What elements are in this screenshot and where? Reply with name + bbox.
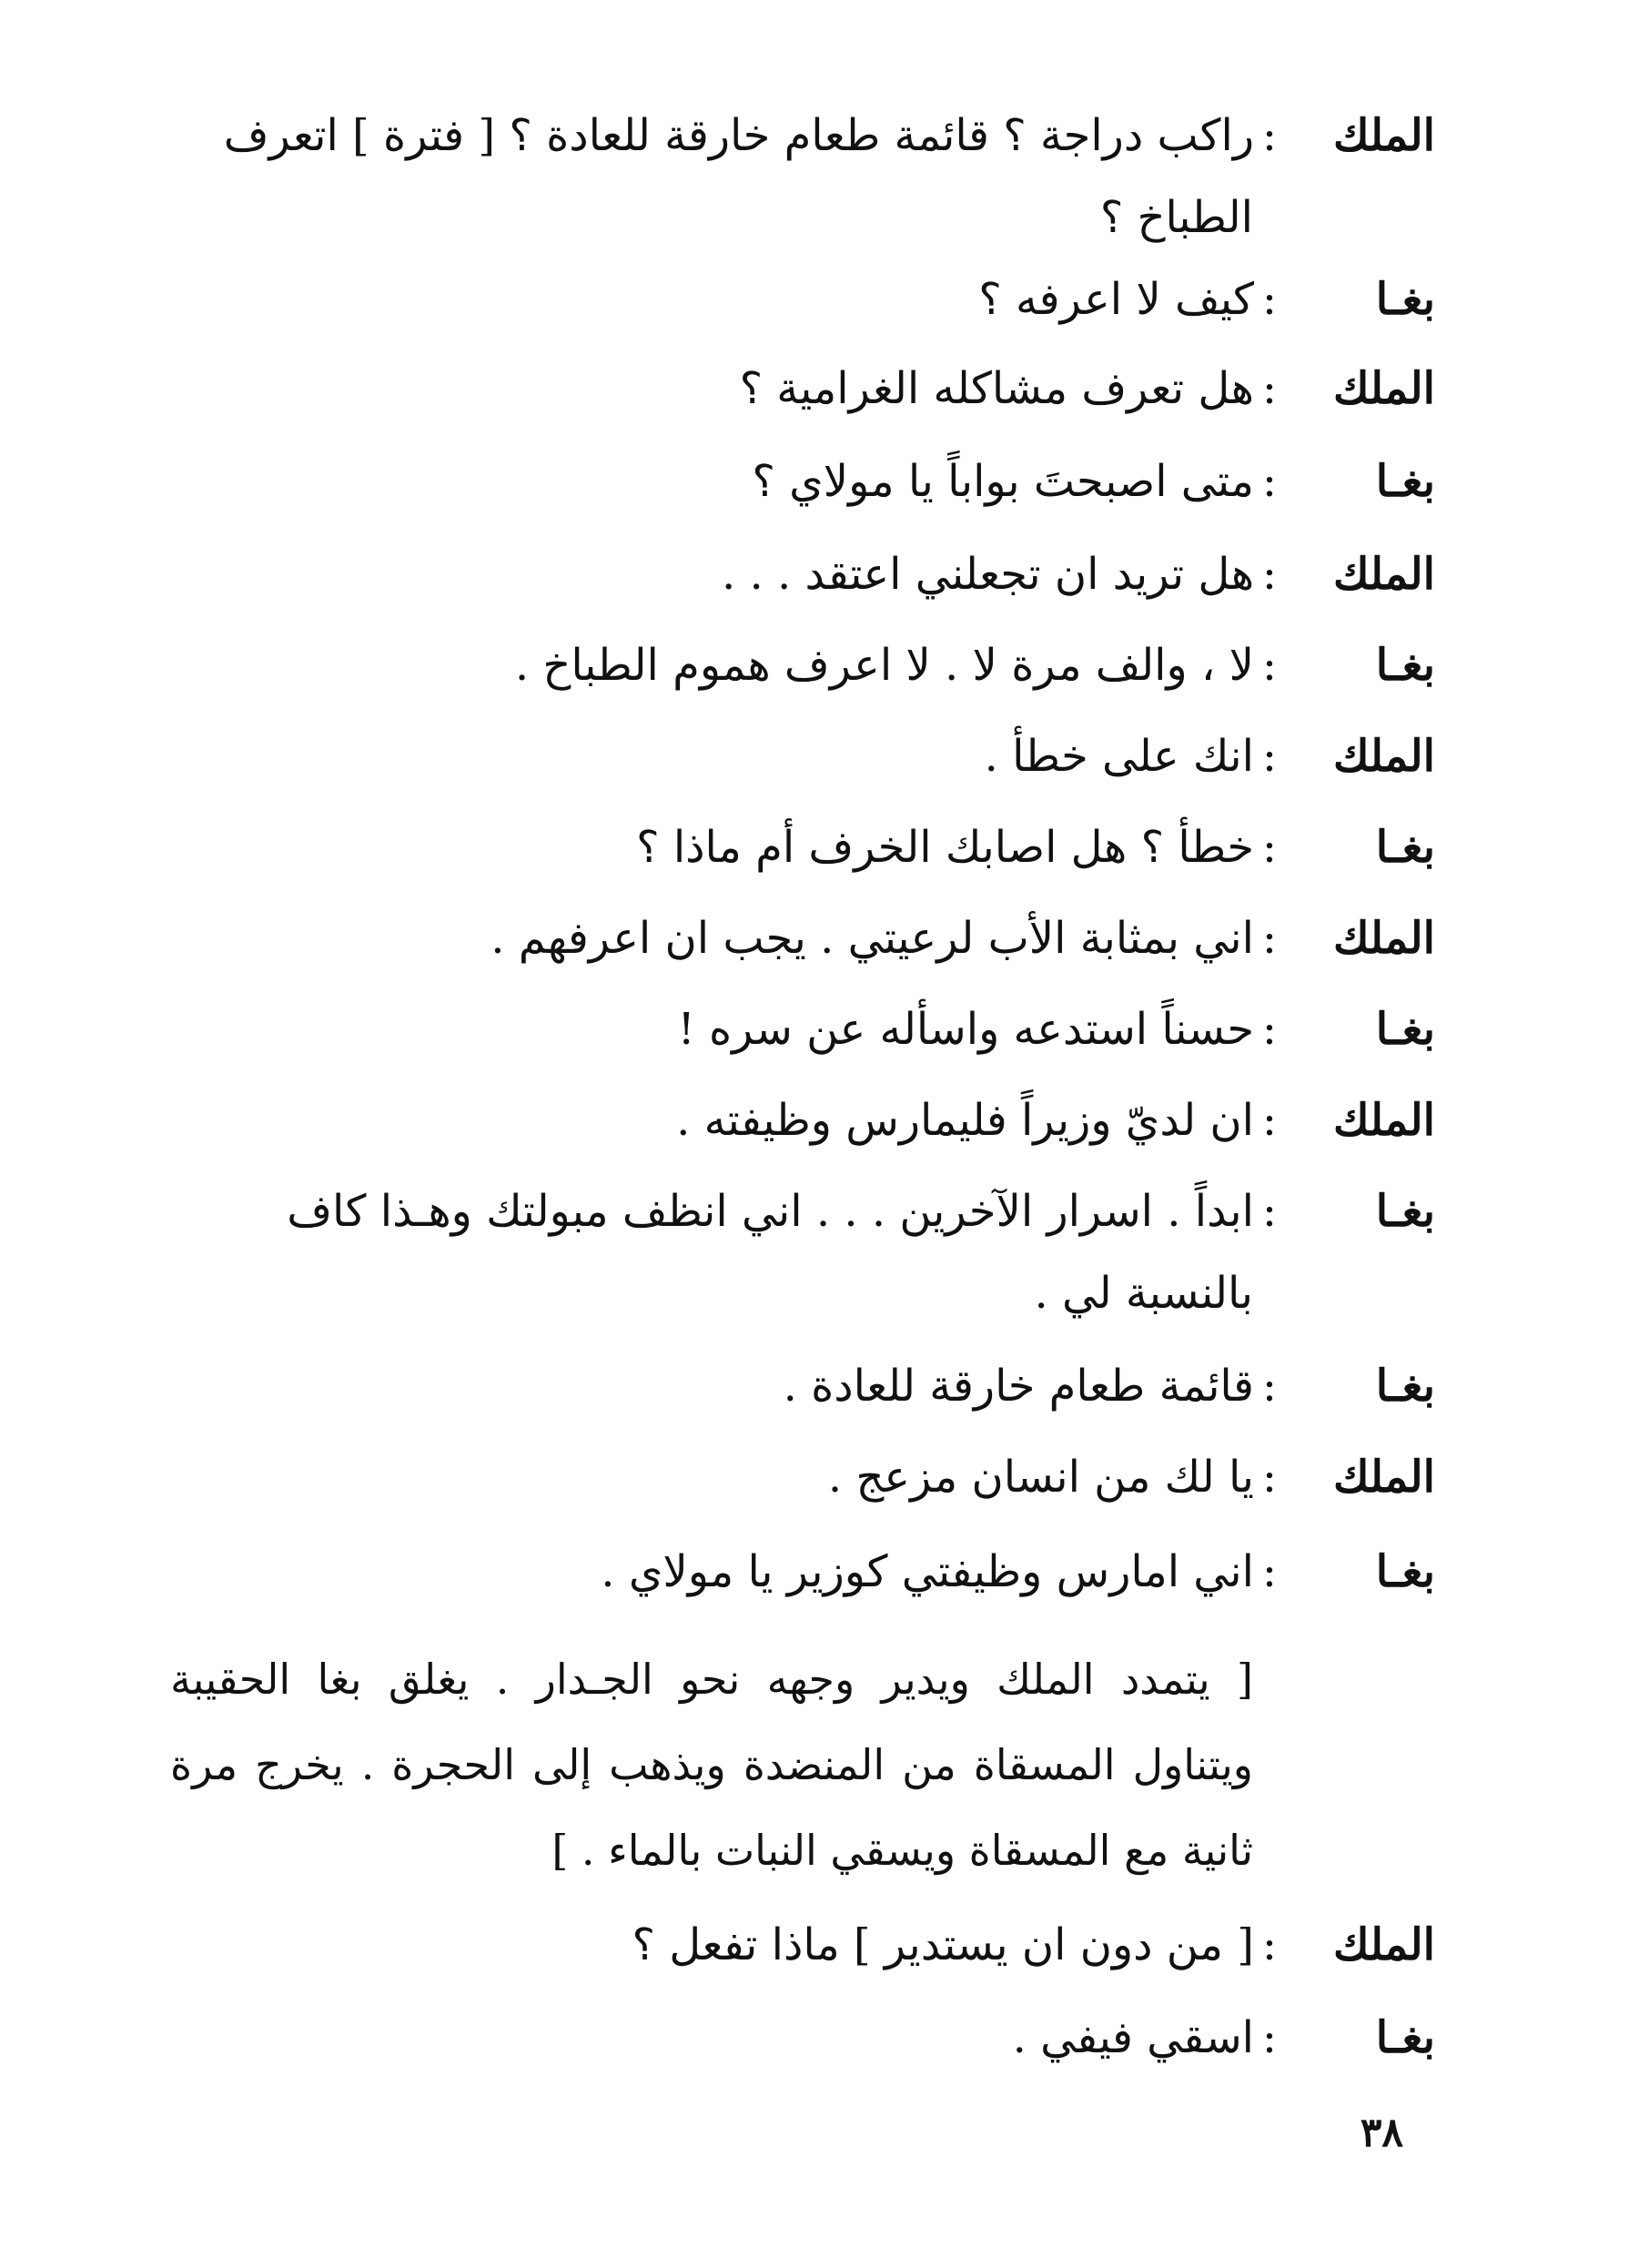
line-text: قائمة طعام خارقة للعادة . (783, 1361, 1254, 1412)
dialogue-line: بغـا:متى اصبحتَ بواباً يا مولاي ؟ (752, 453, 1435, 510)
line-text: كيف لا اعرفه ؟ (978, 274, 1254, 325)
dialogue-line: بغـا:قائمة طعام خارقة للعادة . (784, 1358, 1435, 1414)
speaker-name: الملك (1332, 363, 1435, 414)
line-text: [ من دون ان يستدير ] ماذا تفعل ؟ (632, 1919, 1254, 1970)
line-text: اسقي فيفي . (1012, 2012, 1254, 2063)
dialogue-line: الملك:[ من دون ان يستدير ] ماذا تفعل ؟ (632, 1917, 1435, 1973)
page-number: ٣٨ (1360, 2110, 1403, 2156)
dialogue-line: بغـا:لا ، والف مرة لا . لا اعرف هموم الطباخ . (515, 637, 1435, 694)
line-continuation: الطباخ ؟ (1099, 192, 1253, 243)
speaker-name: الملك (1332, 731, 1435, 782)
line-text: راكب دراجة ؟ قائمة طعام خارقة للعادة ؟ [ فترة ] اتعرف (223, 110, 1254, 161)
line-text: انك على خطأ . (984, 731, 1254, 782)
speaker-name: بغـا (1375, 822, 1435, 873)
line-text: اني امارس وظيفتي كوزير يا مولاي . (601, 1546, 1254, 1597)
line-text: لا ، والف مرة لا . لا اعرف هموم الطباخ . (514, 640, 1254, 691)
line-text: خطأ ؟ هل اصابك الخرف أم ماذا ؟ (636, 822, 1254, 873)
speaker-name: الملك (1332, 913, 1435, 964)
speaker-name: بغـا (1375, 274, 1435, 325)
dialogue-line: الملك:ان لديّ وزيراً فليمارس وظيفته . (676, 1092, 1435, 1149)
speaker-name: بغـا (1375, 1004, 1435, 1055)
line-text: حسناً استدعه واسأله عن سره ! (677, 1004, 1254, 1055)
speaker-name: بغـا (1375, 1186, 1435, 1237)
dialogue-line: بغـا:اسقي فيفي . (1013, 2010, 1435, 2066)
dialogue-line: بغـا:حسناً استدعه واسأله عن سره ! (677, 1001, 1435, 1058)
speaker-name: الملك (1332, 1452, 1435, 1503)
line-text: اني بمثابة الأب لرعيتي . يجب ان اعرفهم . (491, 913, 1254, 964)
speaker-name: الملك (1332, 1095, 1435, 1146)
dialogue-line: بغـا:خطأ ؟ هل اصابك الخرف أم ماذا ؟ (636, 819, 1435, 876)
line-text: هل تريد ان تجعلني اعتقد . . . (721, 549, 1254, 600)
line-continuation: بالنسبة لي . (1034, 1268, 1253, 1319)
speaker-name: بغـا (1375, 456, 1435, 507)
line-text: هل تعرف مشاكله الغرامية ؟ (739, 363, 1254, 414)
line-text: ابداً . اسرار الآخرين . . . اني انظف مبولتك وهـذا كاف (287, 1186, 1254, 1237)
speaker-name: بغـا (1375, 2012, 1435, 2063)
speaker-name: الملك (1332, 1919, 1435, 1970)
speaker-name: الملك (1332, 110, 1435, 161)
dialogue-line: الملك:يا لك من انسان مزعج . (828, 1449, 1435, 1505)
dialogue-line: الملك:اني بمثابة الأب لرعيتي . يجب ان اعرفهم . (491, 910, 1435, 967)
line-text: يا لك من انسان مزعج . (827, 1452, 1254, 1503)
dialogue-line: بغـا:ابداً . اسرار الآخرين . . . اني انظف مبولتك وهـذا كاف (287, 1183, 1435, 1240)
dialogue-line: الملك:هل تعرف مشاكله الغرامية ؟ (740, 360, 1435, 417)
speaker-name: بغـا (1375, 1361, 1435, 1412)
stage-direction: [ يتمدد الملك ويدير وجهه نحو الجـدار . يغلق بغا الحقيبة ويتناول المسقاة من المنضدة ويذهب إلى الحجرة . يخرج مرة ثانية مع المسقاة ويسقي النبات بالماء . ] (170, 1655, 1253, 1875)
dialogue-line: بغـا:اني امارس وظيفتي كوزير يا مولاي . (601, 1544, 1435, 1600)
dialogue-line: بغـا:كيف لا اعرفه ؟ (978, 271, 1435, 328)
dialogue-line: الملك:راكب دراجة ؟ قائمة طعام خارقة للعادة ؟ [ فترة ] اتعرف (224, 107, 1435, 164)
speaker-name: الملك (1332, 549, 1435, 600)
dialogue-line: الملك:هل تريد ان تجعلني اعتقد . . . (722, 546, 1435, 602)
line-text: ان لديّ وزيراً فليمارس وظيفته . (676, 1095, 1254, 1146)
speaker-name: بغـا (1375, 640, 1435, 691)
line-text: متى اصبحتَ بواباً يا مولاي ؟ (752, 456, 1254, 507)
dialogue-line: الملك:انك على خطأ . (985, 728, 1435, 785)
speaker-name: بغـا (1375, 1546, 1435, 1597)
